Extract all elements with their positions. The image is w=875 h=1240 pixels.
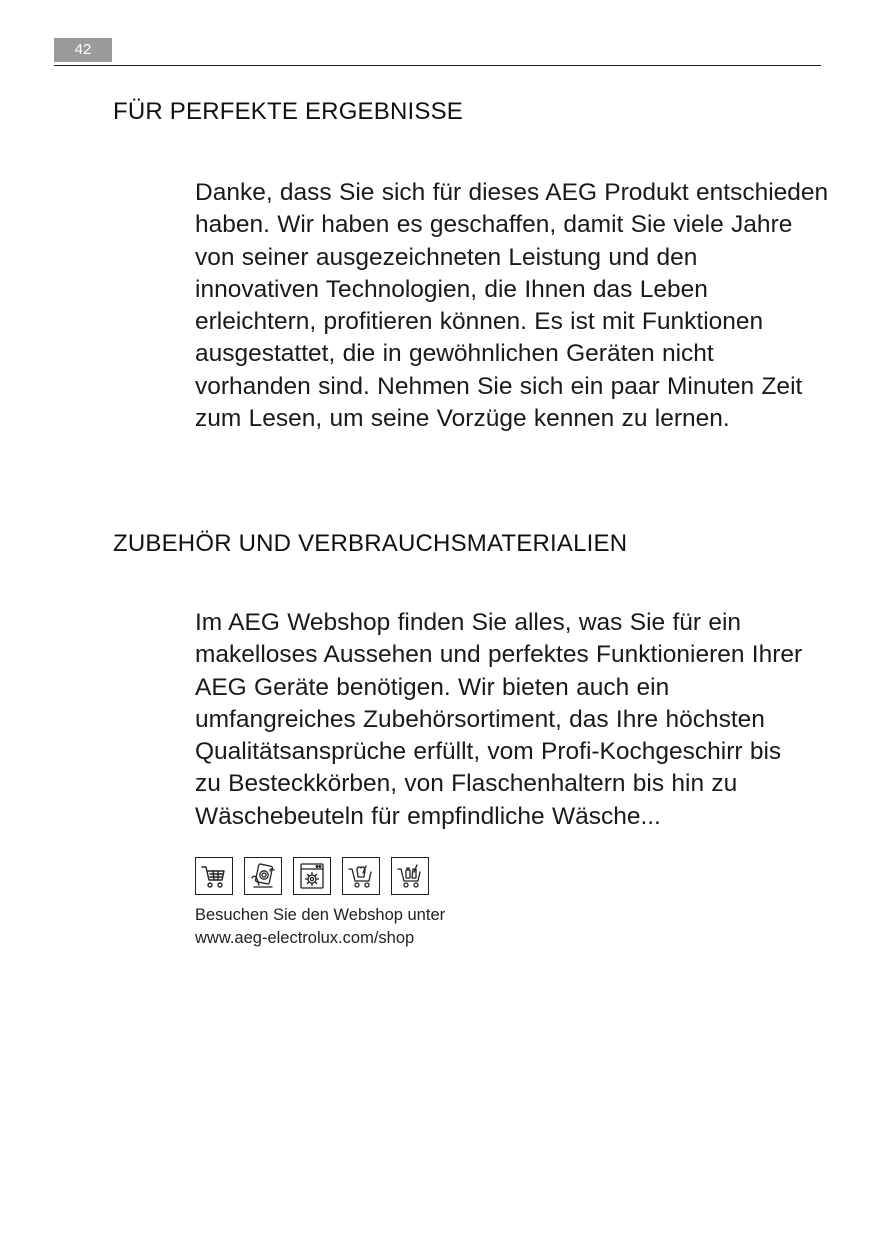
- paragraph-line: haben. Wir haben es geschaffen, damit Sie viele Jahre: [195, 211, 793, 239]
- page-number: 42: [54, 38, 112, 62]
- section-heading-accessories: ZUBEHÖR UND VERBRAUCHSMATERIALIEN: [113, 530, 628, 557]
- webshop-url: www.aeg-electrolux.com/shop: [195, 929, 415, 947]
- webshop-caption-text: Besuchen Sie den Webshop unter: [195, 906, 446, 924]
- paragraph-line: erleichtern, profitieren können. Es ist mit Funktionen: [195, 308, 764, 336]
- section-heading-results: FÜR PERFEKTE ERGEBNISSE: [113, 98, 463, 125]
- gear-cart-icon: [293, 857, 331, 895]
- paragraph-line: umfangreiches Zubehörsortiment, das Ihre höchsten: [195, 705, 765, 733]
- webshop-icon-row: [195, 857, 429, 895]
- accessory-cart-icon: [342, 857, 380, 895]
- paragraph-line: innovativen Technologien, die Ihnen das Leben: [195, 275, 708, 303]
- paragraph-line: zum Lesen, um seine Vorzüge kennen zu lernen.: [195, 405, 730, 433]
- paragraph-line: vorhanden sind. Nehmen Sie sich ein paar Minuten Zeit: [195, 372, 803, 400]
- paragraph-line: AEG Geräte benötigen. Wir bieten auch ein: [195, 673, 670, 701]
- cleaning-cart-icon: [391, 857, 429, 895]
- header-rule: [54, 65, 821, 66]
- shopping-cart-icon: [195, 857, 233, 895]
- paragraph-line: makelloses Aussehen und perfektes Funktionieren Ihrer: [195, 641, 803, 669]
- paragraph-line: von seiner ausgezeichneten Leistung und den: [195, 243, 698, 271]
- paragraph-line: Im AEG Webshop finden Sie alles, was Sie für ein: [195, 609, 742, 636]
- accessories-paragraph: [195, 607, 835, 833]
- paragraph-line: Danke, dass Sie sich für dieses AEG Produkt entschieden: [195, 179, 829, 206]
- webshop-caption: [195, 904, 445, 950]
- paragraph-line: Qualitätsansprüche erfüllt, vom Profi-Kochgeschirr bis: [195, 738, 782, 766]
- service-cart-icon: [244, 857, 282, 895]
- paragraph-line: Wäschebeuteln für empfindliche Wäsche...: [195, 802, 661, 830]
- paragraph-line: zu Besteckkörben, von Flaschenhaltern bis hin zu: [195, 770, 738, 798]
- paragraph-line: ausgestattet, die in gewöhnlichen Geräten nicht: [195, 340, 714, 368]
- intro-paragraph: [195, 177, 835, 435]
